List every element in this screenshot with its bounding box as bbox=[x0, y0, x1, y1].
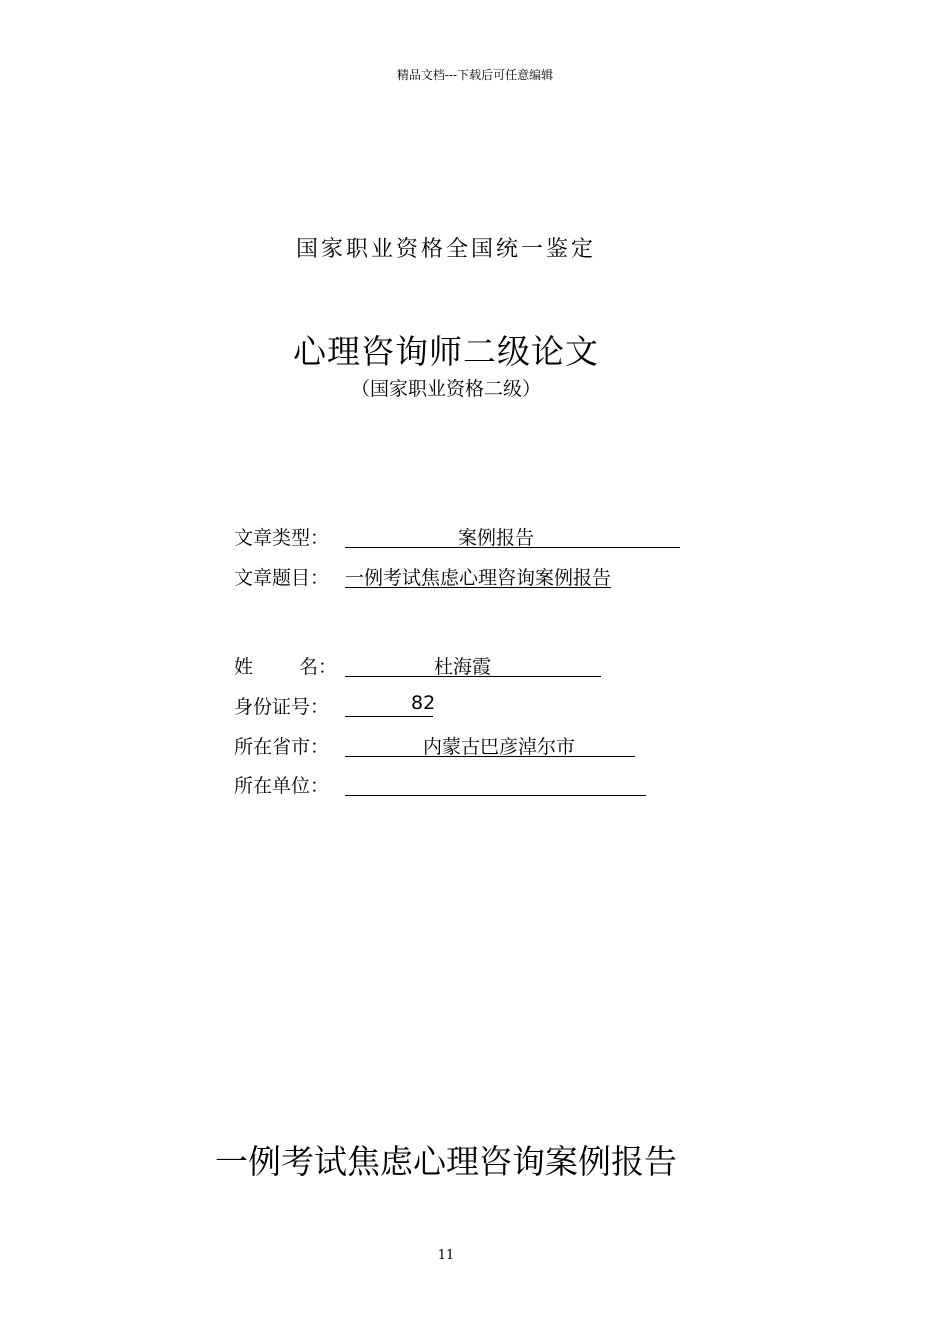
organization-heading: 国家职业资格全国统一鉴定 bbox=[295, 237, 596, 262]
report-title: 一例考试焦虑心理咨询案例报告 bbox=[215, 1142, 677, 1181]
field-article-topic-label: 文章题目： bbox=[234, 567, 330, 589]
main-title: 心理咨询师二级论文 bbox=[293, 332, 599, 371]
field-article-topic bbox=[234, 563, 694, 593]
field-name-value: 杜海霞 bbox=[434, 656, 492, 678]
field-article-type-label: 文章类型： bbox=[234, 527, 330, 549]
field-province-city-label: 所在省市： bbox=[234, 736, 330, 758]
field-work-unit-label: 所在单位： bbox=[234, 775, 330, 797]
field-article-type-value: 案例报告 bbox=[458, 527, 535, 549]
field-article-type bbox=[234, 523, 694, 553]
field-name-label-char2: 名： bbox=[299, 656, 338, 678]
field-province-city bbox=[234, 732, 654, 762]
field-name-label-char1: 姓 bbox=[234, 656, 254, 678]
field-province-city-value: 内蒙古巴彦淖尔市 bbox=[423, 736, 576, 758]
field-work-unit bbox=[234, 771, 654, 801]
field-id-number-label: 身份证号： bbox=[234, 696, 330, 718]
page-number: 11 bbox=[437, 1248, 455, 1263]
header-note: 精品文档---下载后可任意编辑 bbox=[396, 68, 554, 82]
subtitle: （国家职业资格二级） bbox=[350, 378, 541, 400]
field-name bbox=[234, 652, 634, 682]
field-article-topic-value: 一例考试焦虑心理咨询案例报告 bbox=[345, 567, 612, 589]
field-id-number bbox=[234, 692, 634, 722]
field-work-unit-underline bbox=[345, 771, 646, 796]
field-id-number-value: 82 bbox=[411, 692, 436, 714]
